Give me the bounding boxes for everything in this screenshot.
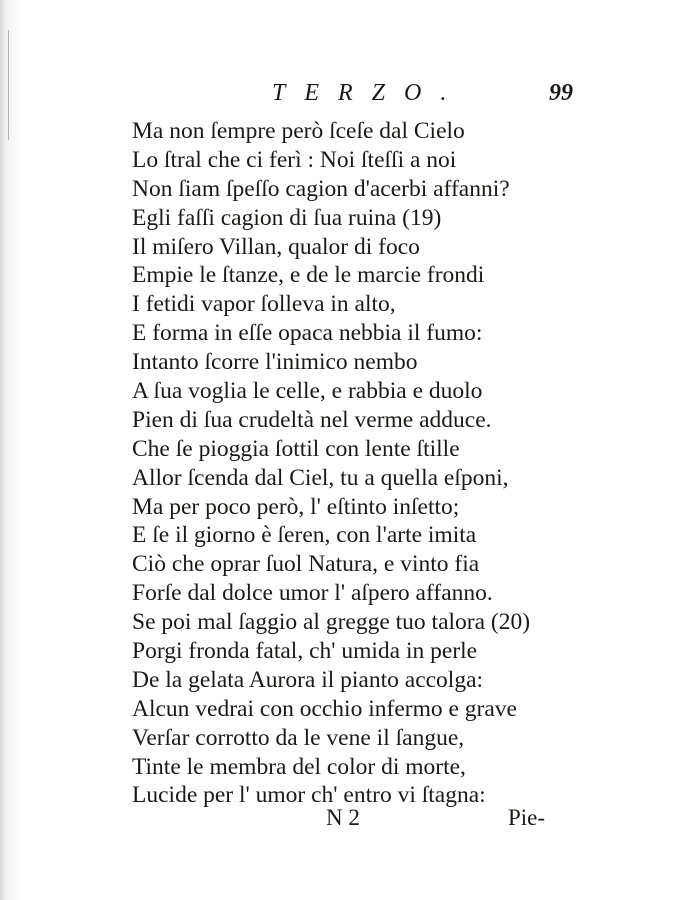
verse-line: Lucide per l' umor ch' entro vi ſtagna: <box>132 782 486 809</box>
verse-line: Verſar corrotto da le vene il ſangue, <box>132 724 465 751</box>
verse-line: E ſe il giorno è ſeren, con l'arte imita <box>132 522 477 549</box>
verse-line: Egli faſſi cagion di ſua ruina (19) <box>132 204 442 231</box>
catchword: Pie- <box>508 805 546 830</box>
verse-line: I fetidi vapor ſolleva in alto, <box>132 291 396 318</box>
verse-line: Ma per poco però, l' eſtinto inſetto; <box>132 493 460 520</box>
verse-line: Alcun vedrai con occhio infermo e grave <box>132 695 517 722</box>
running-head: TERZO. <box>272 80 466 106</box>
page-edge-line <box>8 30 9 140</box>
verse-line: Il miſero Villan, qualor di foco <box>132 233 420 260</box>
verse-line: Lo ſtral che ci ferì : Noi ſteſſi a noi <box>132 146 457 173</box>
page-edge-shadow <box>0 0 22 900</box>
page-number: 99 <box>549 80 573 106</box>
verse-line: E forma in eſſe opaca nebbia il fumo: <box>132 320 483 347</box>
verse-line: Tinte le membra del color di morte, <box>132 753 466 780</box>
verse-line: Se poi mal ſaggio al gregge tuo talora (20) <box>132 609 531 636</box>
verse-line: A ſua voglia le celle, e rabbia e duolo <box>132 378 483 405</box>
verse-line: Forſe dal dolce umor l' aſpero affanno. <box>132 580 493 607</box>
verse-line: Allor ſcenda dal Ciel, tu a quella eſponi, <box>132 464 509 491</box>
verse-line: Ma non ſempre però ſceſe dal Cielo <box>132 118 465 144</box>
verse-line: Porgi fronda fatal, ch' umida in perle <box>132 638 478 665</box>
verse-line: Pien di ſua crudeltà nel verme adduce. <box>132 406 492 433</box>
verse-line: Ciò che oprar ſuol Natura, e vinto fia <box>132 551 480 578</box>
verse-line: Empie le ſtanze, e de le marcie frondi <box>132 262 485 289</box>
verse-line: De la gelata Aurora il pianto accolga: <box>132 666 484 693</box>
verse-line: Non ſiam ſpeſſo cagion d'acerbi affanni? <box>132 175 510 202</box>
verse-line: Intanto ſcorre l'inimico nembo <box>132 349 418 376</box>
verse-line: Che ſe pioggia ſottil con lente ſtille <box>132 435 460 462</box>
verse-body <box>132 117 530 810</box>
signature-mark: N 2 <box>326 805 360 830</box>
